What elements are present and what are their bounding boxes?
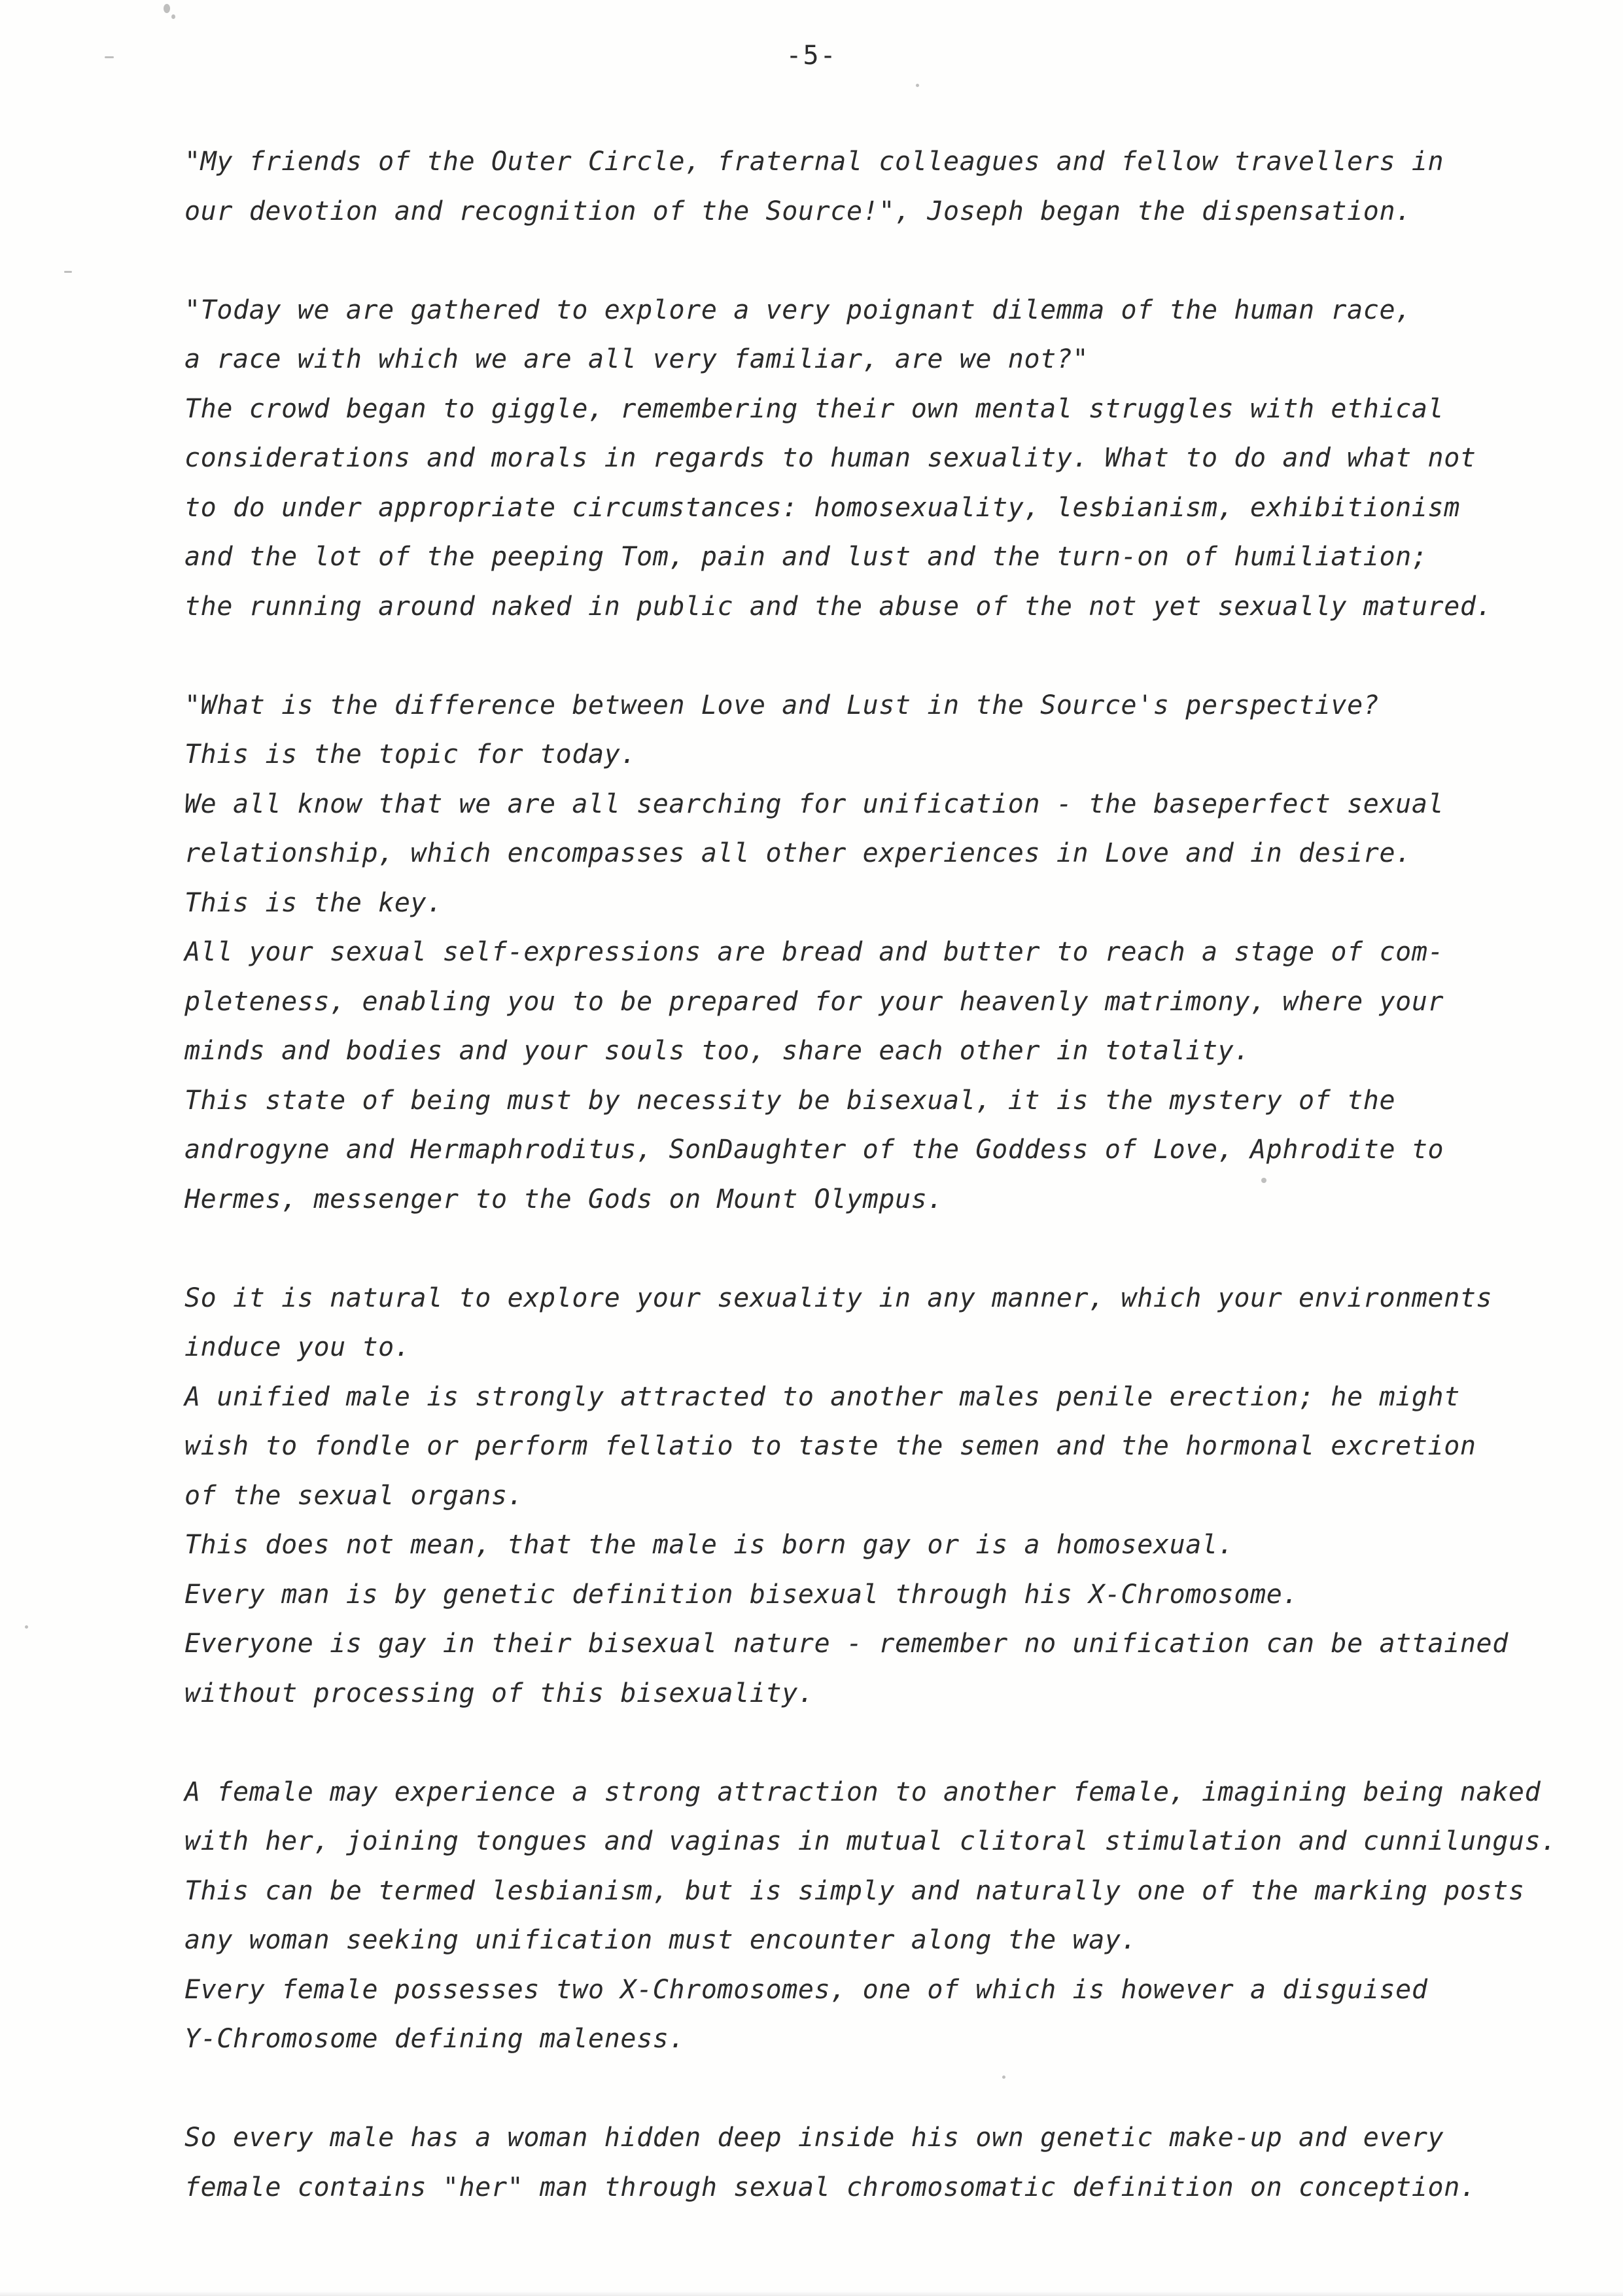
- text-line: considerations and morals in regards to human sexuality. What to do and what not: [184, 443, 1476, 473]
- paragraph-opening-address: [184, 137, 1591, 236]
- text-line: a race with which we are all very familiar, are we not?": [184, 344, 1089, 374]
- paper-speck: [916, 84, 919, 87]
- text-line: This state of being must by necessity be bisexual, it is the mystery of the: [184, 1085, 1396, 1116]
- paragraph-female-sexuality: [184, 1768, 1591, 2064]
- paper-speck: [171, 14, 175, 19]
- text-line: wish to fondle or perform fellatio to taste the semen and the hormonal excretion: [184, 1431, 1476, 1461]
- text-line: So every male has a woman hidden deep inside his own genetic make-up and every: [184, 2123, 1444, 2153]
- paper-speck: [1002, 2075, 1005, 2079]
- paper-speck: [1261, 1178, 1266, 1183]
- paper-speck: [164, 4, 170, 13]
- paragraph-gap: [184, 631, 1591, 681]
- paragraph-gap: [184, 236, 1591, 286]
- paragraph-gap: [184, 1718, 1591, 1768]
- text-line: with her, joining tongues and vaginas in mutual clitoral stimulation and cunnilungus.: [184, 1826, 1557, 1856]
- text-line: We all know that we are all searching for unification - the baseperfect sexual: [184, 788, 1444, 819]
- text-line: This is the topic for today.: [184, 739, 637, 769]
- text-line: to do under appropriate circumstances: homosexuality, lesbianism, exhibitionism: [184, 492, 1460, 523]
- page-bottom-edge: [0, 2291, 1623, 2296]
- text-line: "What is the difference between Love and Lust in the Source's perspective?: [184, 690, 1380, 720]
- text-line: Every man is by genetic definition bisexual through his X-Chromosome.: [184, 1579, 1299, 1610]
- text-line: The crowd began to giggle, remembering their own mental struggles with ethical: [184, 393, 1444, 424]
- paragraph-gap: [184, 1224, 1591, 1274]
- text-line: of the sexual organs.: [184, 1480, 524, 1511]
- text-line: This does not mean, that the male is born gay or is a homosexual.: [184, 1530, 1234, 1560]
- paper-speck: [25, 1625, 28, 1629]
- text-line: "Today we are gathered to explore a very poignant dilemma of the human race,: [184, 294, 1412, 325]
- text-line: relationship, which encompasses all other experiences in Love and in desire.: [184, 838, 1412, 868]
- text-line: "My friends of the Outer Circle, fraternal colleagues and fellow travellers in: [184, 147, 1444, 177]
- text-line: and the lot of the peeping Tom, pain and lust and the turn-on of humiliation;: [184, 542, 1428, 572]
- text-line: Hermes, messenger to the Gods on Mount Olympus.: [184, 1184, 944, 1214]
- body-text: [184, 137, 1591, 2212]
- text-line: Every female possesses two X-Chromosomes, one of which is however a disguised: [184, 1974, 1428, 2005]
- text-line: This can be termed lesbianism, but is simply and naturally one of the marking posts: [184, 1875, 1525, 1906]
- text-line: pleteness, enabling you to be prepared for your heavenly matrimony, where your: [184, 986, 1444, 1017]
- paragraph-closing: [184, 2113, 1591, 2212]
- text-line: So it is natural to explore your sexuality in any manner, which your environments: [184, 1282, 1493, 1313]
- text-line: A female may experience a strong attraction to another female, imagining being naked: [184, 1776, 1541, 1807]
- page-number: -5-: [786, 41, 837, 71]
- text-line: minds and bodies and your souls too, share each other in totality.: [184, 1036, 1251, 1066]
- text-line: without processing of this bisexuality.: [184, 1678, 814, 1708]
- text-line: the running around naked in public and the abuse of the not yet sexually matured.: [184, 591, 1493, 622]
- paragraph-today: [184, 286, 1591, 632]
- text-line: A unified male is strongly attracted to another males penile erection; he might: [184, 1381, 1460, 1412]
- paragraph-love-and-lust: [184, 681, 1591, 1225]
- text-line: induce you to.: [184, 1332, 411, 1362]
- text-line: Y-Chromosome defining maleness.: [184, 2024, 686, 2054]
- paper-speck: [105, 56, 114, 58]
- text-line: our devotion and recognition of the Source!", Joseph began the dispensation.: [184, 196, 1412, 226]
- paragraph-male-sexuality: [184, 1274, 1591, 1719]
- text-line: any woman seeking unification must encounter along the way.: [184, 1925, 1138, 1955]
- text-line: All your sexual self-expressions are bread and butter to reach a stage of com-: [184, 937, 1444, 967]
- text-line: This is the key.: [184, 887, 443, 918]
- paragraph-gap: [184, 2064, 1591, 2114]
- text-line: androgyne and Hermaphroditus, SonDaughter of the Goddess of Love, Aphrodite to: [184, 1135, 1444, 1165]
- text-line: female contains "her" man through sexual chromosomatic definition on conception.: [184, 2172, 1476, 2202]
- text-line: Everyone is gay in their bisexual nature - remember no unification can be attained: [184, 1629, 1509, 1659]
- paper-speck: [64, 271, 72, 273]
